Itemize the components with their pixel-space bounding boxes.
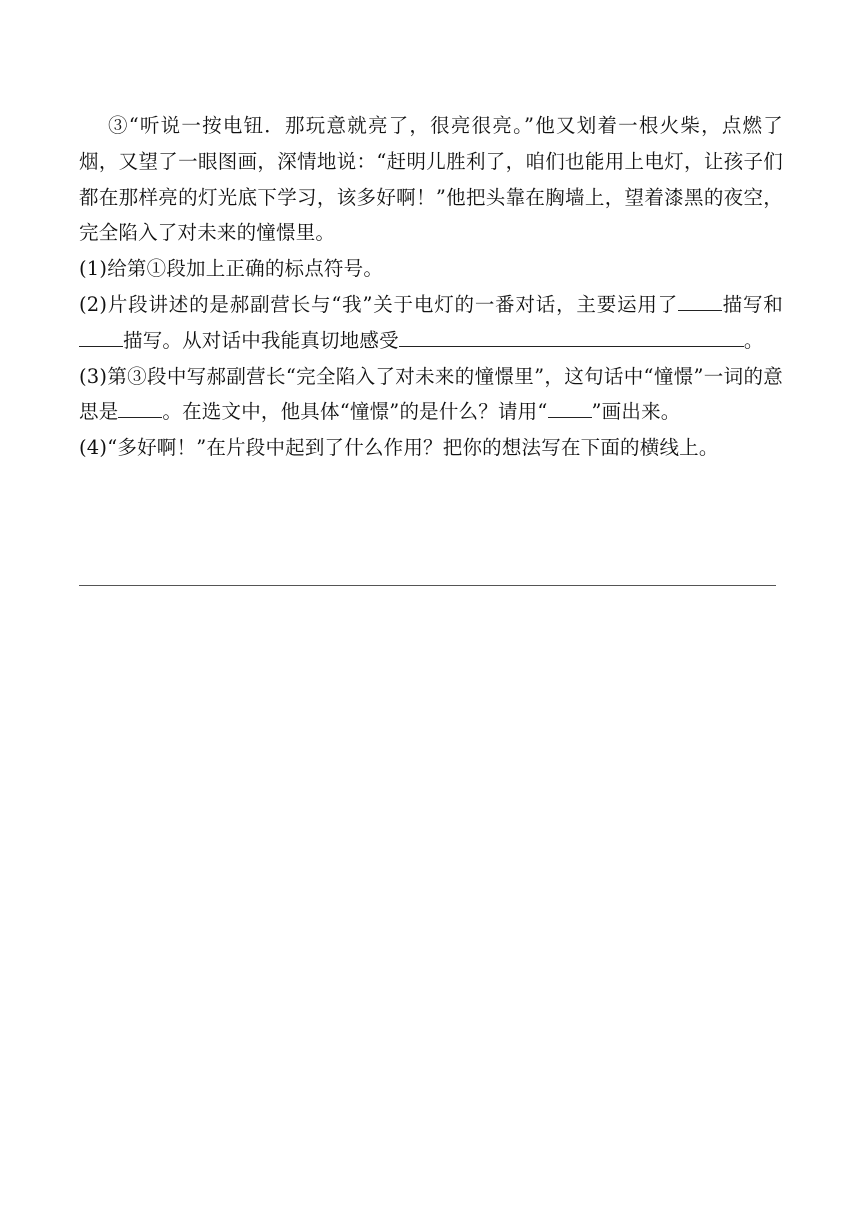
answer-blank-2b[interactable] <box>79 325 123 346</box>
question-2-text-d: 。 <box>743 328 764 352</box>
question-2-text-c: 描写。从对话中我能真切地感受 <box>123 328 399 352</box>
passage-paragraph-3: ③“听说一按电钮．那玩意就亮了，很亮很亮。”他又划着一根火柴，点燃了烟，又望了一眼图画，深情地说：“赶明儿胜利了，咱们也能用上电灯，让孩子们都在那样亮的灯光底下学习，该多好啊！”他把头靠在胸墙上，望着漆黑的夜空，完全陷入了对未来的憧憬里。 <box>79 114 783 245</box>
answer-blank-2a[interactable] <box>678 290 722 311</box>
underline-symbol <box>548 397 592 418</box>
answer-line-4[interactable] <box>79 585 776 586</box>
question-3 <box>79 359 783 431</box>
question-3-text-b: 。在选文中，他具体“憧憬”的是什么？请用“ <box>162 400 548 424</box>
question-4: (4)“多好啊！”在片段中起到了什么作用？把你的想法写在下面的横线上。 <box>79 436 719 460</box>
answer-blank-2c[interactable] <box>399 325 744 346</box>
question-3-text-a: (3)第③段中写郝副营长“完全陷入了对未来的憧憬里”，这句话中“憧憬”一词的意思是 <box>79 364 783 424</box>
question-2 <box>79 287 783 359</box>
worksheet-content <box>79 108 783 466</box>
question-2-text-a: (2)片段讲述的是郝副营长与“我”关于电灯的一番对话，主要运用了 <box>79 292 679 316</box>
question-1: (1)给第①段加上正确的标点符号。 <box>79 257 384 281</box>
answer-blank-3a[interactable] <box>118 397 162 418</box>
question-3-text-c: ”画出来。 <box>591 400 681 424</box>
question-2-text-b: 描写和 <box>722 292 783 316</box>
